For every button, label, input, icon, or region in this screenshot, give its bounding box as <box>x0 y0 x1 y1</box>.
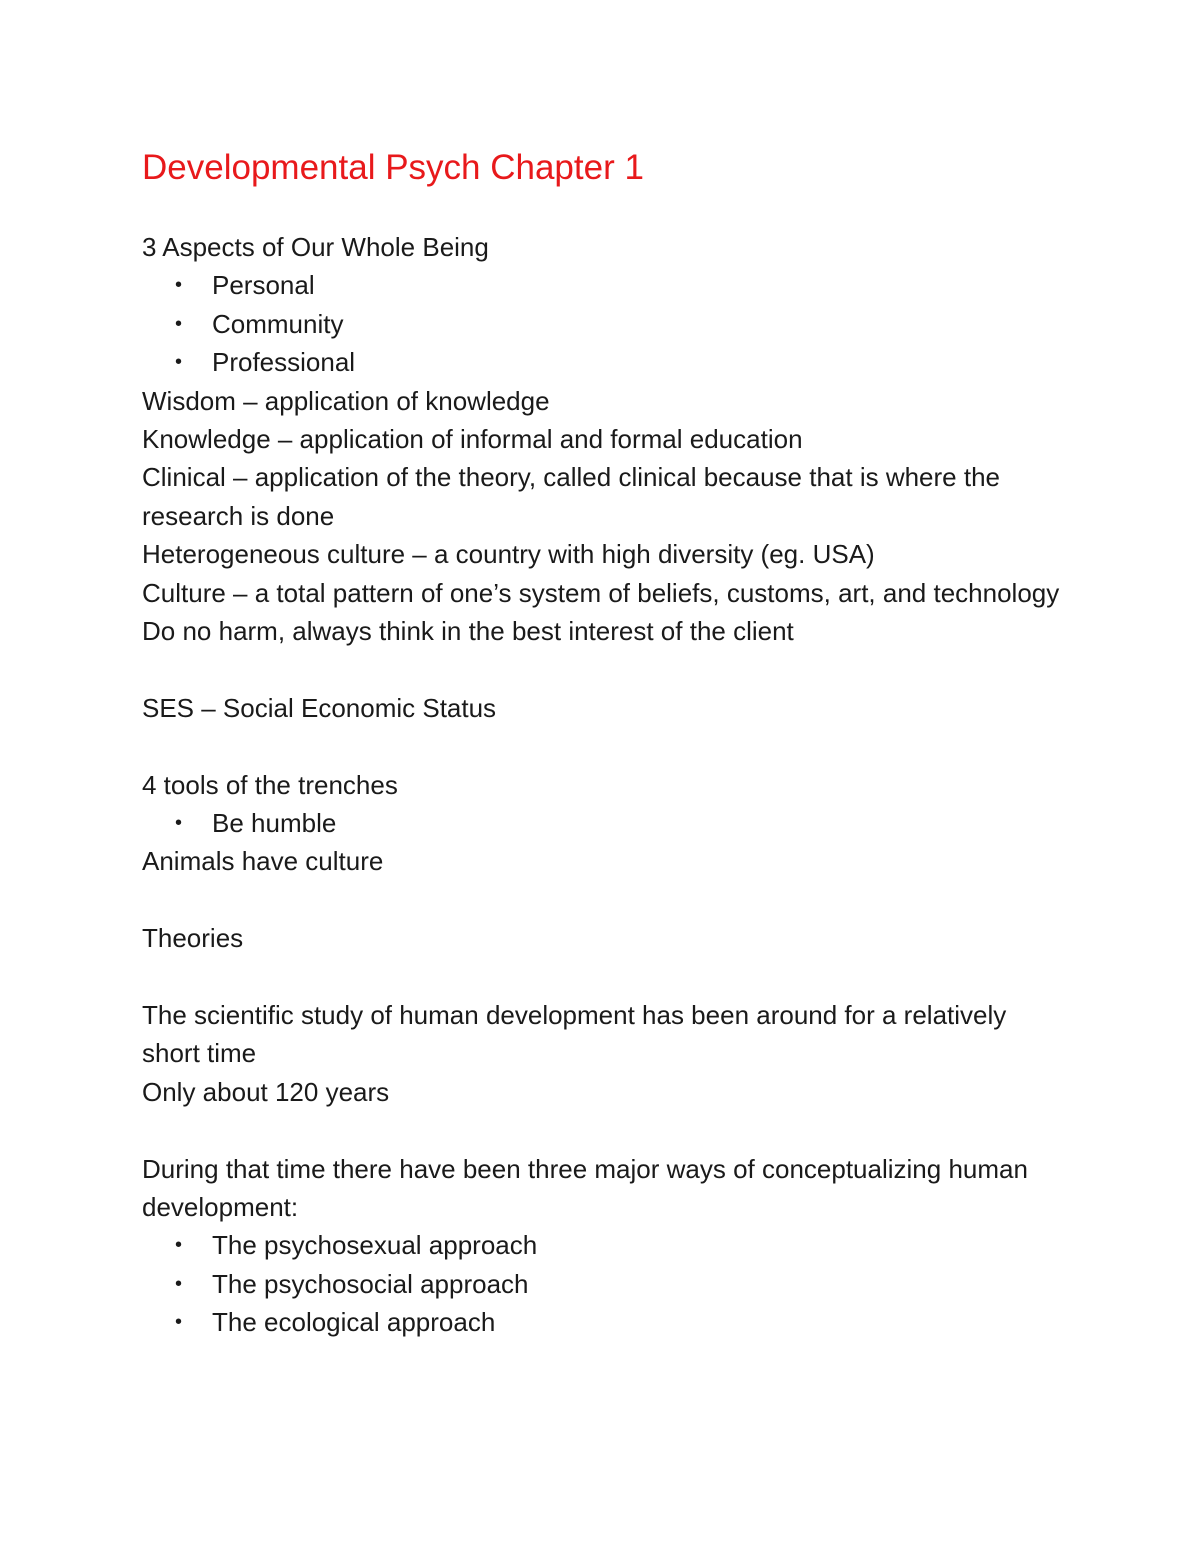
list-item: • Professional <box>142 343 1062 381</box>
definition-wisdom: Wisdom – application of knowledge <box>142 385 550 416</box>
spacer <box>142 1111 1062 1149</box>
study-years: Only about 120 years <box>142 1076 390 1107</box>
spacer <box>142 650 1062 688</box>
ses-definition: SES – Social Economic Status <box>142 692 497 723</box>
study-paragraph: The scientific study of human development has been around for a relatively short time <box>142 1000 1007 1069</box>
aspects-list <box>142 266 1062 381</box>
definition-clinical: Clinical – application of the theory, called clinical because that is where the research is done <box>142 462 1000 531</box>
list-item: • Community <box>142 305 1062 343</box>
bullet-icon: • <box>175 351 183 374</box>
document-title: Developmental Psych Chapter 1 <box>142 148 644 187</box>
do-no-harm-note: Do no harm, always think in the best interest of the client <box>142 616 794 647</box>
document-body <box>142 146 1062 1342</box>
list-item: • Be humble <box>142 804 1062 842</box>
list-item: • The ecological approach <box>142 1303 1062 1341</box>
theories-heading: Theories <box>142 923 244 954</box>
list-item: • Personal <box>142 266 1062 304</box>
list-item: • The psychosexual approach <box>142 1226 1062 1264</box>
bullet-icon: • <box>175 1234 183 1257</box>
bullet-icon: • <box>175 274 183 297</box>
approaches-heading: During that time there have been three major ways of conceptualizing human development: <box>142 1153 1028 1223</box>
definition-culture: Culture – a total pattern of one’s system of beliefs, customs, art, and technology <box>142 577 1060 608</box>
bullet-icon: • <box>175 1311 183 1334</box>
bullet-icon: • <box>175 1272 183 1295</box>
spacer <box>142 958 1062 996</box>
definition-heterogeneous-culture: Heterogeneous culture – a country with high diversity (eg. USA) <box>142 539 875 570</box>
animals-culture-note: Animals have culture <box>142 846 384 877</box>
list-item: • The psychosocial approach <box>142 1265 1062 1303</box>
definition-knowledge: Knowledge – application of informal and formal education <box>142 424 803 455</box>
approaches-list <box>142 1226 1062 1341</box>
bullet-icon: • <box>175 812 183 835</box>
aspects-heading: 3 Aspects of Our Whole Being <box>142 232 489 262</box>
tools-heading: 4 tools of the trenches <box>142 769 398 800</box>
spacer <box>142 881 1062 919</box>
spacer <box>142 727 1062 765</box>
tools-list <box>142 804 1062 842</box>
bullet-icon: • <box>175 312 183 335</box>
